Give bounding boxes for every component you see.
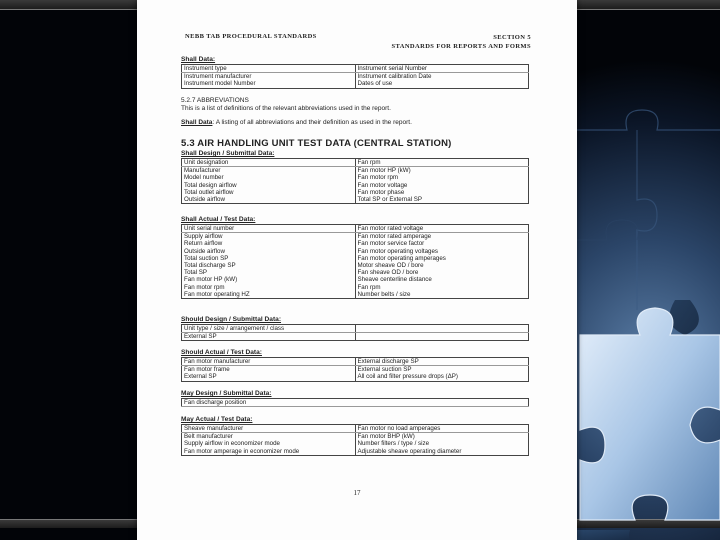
table-cell: External SP	[182, 373, 356, 381]
table-cell: Instrument calibration Date	[355, 73, 529, 81]
section-heading: Shall Actual / Test Data:	[181, 216, 256, 223]
section-number: SECTION 5	[493, 34, 531, 41]
table-cell: External SP	[182, 333, 356, 341]
table-row	[182, 425, 529, 433]
table-row	[182, 196, 529, 204]
may-actual-table	[181, 424, 529, 456]
table-row	[182, 366, 529, 374]
table-row	[182, 373, 529, 381]
section-heading: Shall Design / Submittal Data:	[181, 150, 275, 157]
table-cell: Fan motor phase	[355, 189, 529, 196]
table-cell: Instrument serial Number	[355, 65, 529, 73]
section-heading: Should Actual / Test Data:	[181, 349, 262, 356]
table-cell: Fan discharge position	[182, 399, 529, 407]
table-cell: Total outlet airflow	[182, 189, 356, 196]
table-row	[182, 225, 529, 233]
table-cell: Instrument type	[182, 65, 356, 73]
table-cell: Fan rpm	[355, 284, 529, 291]
table-cell: Total discharge SP	[182, 262, 356, 269]
table-row	[182, 159, 529, 167]
table-cell: External suction SP	[355, 366, 529, 374]
table-cell: Unit designation	[182, 159, 356, 167]
abbreviations-heading: 5.2.7 ABBREVIATIONS	[181, 97, 249, 104]
section-heading: Should Design / Submittal Data:	[181, 316, 282, 323]
section-heading: May Design / Submittal Data:	[181, 390, 272, 397]
table-row	[182, 269, 529, 276]
table-row	[182, 276, 529, 283]
table-row	[182, 440, 529, 447]
table-row	[182, 291, 529, 299]
table-cell: External discharge SP	[355, 358, 529, 366]
ahu-heading: 5.3 AIR HANDLING UNIT TEST DATA (CENTRAL STATION)	[181, 138, 452, 149]
table-cell: Fan sheave OD / bore	[355, 269, 529, 276]
may-design-table	[181, 398, 529, 407]
table-cell: Model number	[182, 174, 356, 181]
table-row	[182, 189, 529, 196]
table-cell: Fan motor BHP (kW)	[355, 433, 529, 441]
may-actual-section	[181, 416, 531, 456]
table-row	[182, 358, 529, 366]
table-cell: Fan motor rpm	[355, 174, 529, 181]
document-header-left: NEBB TAB PROCEDURAL STANDARDS	[185, 33, 317, 40]
table-cell: Fan motor service factor	[355, 240, 529, 247]
table-cell: Total suction SP	[182, 255, 356, 262]
document-page	[137, 0, 577, 540]
table-cell: Unit serial number	[182, 225, 356, 233]
table-cell: Fan motor voltage	[355, 182, 529, 189]
table-cell: Sheave centerline distance	[355, 276, 529, 283]
puzzle-background-icon	[577, 10, 720, 310]
table-cell	[355, 333, 529, 341]
shall-actual-table	[181, 224, 529, 299]
table-row	[182, 182, 529, 189]
table-row	[182, 248, 529, 255]
table-row	[182, 240, 529, 247]
shall-data-text: : A listing of all abbreviations and their definition as used in the report.	[212, 119, 412, 126]
page-number: 17	[353, 489, 361, 497]
table-cell: Return airflow	[182, 240, 356, 247]
table-row	[182, 433, 529, 441]
table-cell: Supply airflow	[182, 233, 356, 241]
table-cell: Manufacturer	[182, 167, 356, 175]
table-cell: Outside airflow	[182, 196, 356, 204]
abbreviations-section	[181, 97, 531, 127]
table-row	[182, 262, 529, 269]
table-cell: Fan motor operating HZ	[182, 291, 356, 299]
table-cell: Total SP	[182, 269, 356, 276]
table-cell: Total design airflow	[182, 182, 356, 189]
should-actual-section	[181, 349, 531, 382]
table-cell: Instrument manufacturer	[182, 73, 356, 81]
abbreviations-text: This is a list of definitions of the relevant abbreviations used in the report.	[181, 105, 391, 112]
table-row	[182, 284, 529, 291]
table-cell: Outside airflow	[182, 248, 356, 255]
table-row	[182, 448, 529, 456]
table-cell	[355, 325, 529, 333]
shall-actual-section	[181, 216, 531, 299]
table-cell: Fan motor HP (kW)	[182, 276, 356, 283]
table-row	[182, 73, 529, 81]
shall-data-section	[181, 56, 531, 89]
table-row	[182, 325, 529, 333]
table-cell: Adjustable sheave operating diameter	[355, 448, 529, 456]
table-row	[182, 65, 529, 73]
table-row	[182, 174, 529, 181]
table-row	[182, 233, 529, 241]
table-cell: Fan motor manufacturer	[182, 358, 356, 366]
table-cell: Fan motor operating amperages	[355, 255, 529, 262]
table-cell: Number filters / type / size	[355, 440, 529, 447]
should-design-table	[181, 324, 529, 341]
section-heading: Shall Data:	[181, 56, 216, 63]
table-cell: Number belts / size	[355, 291, 529, 299]
table-cell: Motor sheave OD / bore	[355, 262, 529, 269]
table-cell: Fan motor rated voltage	[355, 225, 529, 233]
table-cell: Supply airflow in economizer mode	[182, 440, 356, 447]
section-title: STANDARDS FOR REPORTS AND FORMS	[391, 43, 531, 50]
table-cell: Fan motor no load amperages	[355, 425, 529, 433]
table-row	[182, 333, 529, 341]
table-cell: Unit type / size / arrangement / class	[182, 325, 356, 333]
should-actual-table	[181, 357, 529, 382]
abbreviations-shall-line	[181, 119, 531, 127]
table-row	[182, 255, 529, 262]
puzzle-piece-icon	[570, 300, 720, 540]
table-row	[182, 399, 529, 407]
table-cell: Fan motor operating voltages	[355, 248, 529, 255]
shall-design-section	[181, 150, 531, 204]
table-cell: Fan rpm	[355, 159, 529, 167]
table-cell: All coil and filter pressure drops (ΔP)	[355, 373, 529, 381]
shall-data-table	[181, 64, 529, 89]
table-cell: Fan motor frame	[182, 366, 356, 374]
table-cell: Fan motor amperage in economizer mode	[182, 448, 356, 456]
section-heading: May Actual / Test Data:	[181, 416, 253, 423]
document-header-right	[391, 33, 531, 51]
shall-design-table	[181, 158, 529, 204]
should-design-section	[181, 316, 531, 341]
table-cell: Dates of use	[355, 80, 529, 88]
table-cell: Total SP or External SP	[355, 196, 529, 204]
table-cell: Instrument model Number	[182, 80, 356, 88]
ahu-section-title	[181, 138, 531, 149]
table-row	[182, 167, 529, 175]
table-cell: Belt manufacturer	[182, 433, 356, 441]
table-cell: Fan motor rated amperage	[355, 233, 529, 241]
table-cell: Fan motor HP (kW)	[355, 167, 529, 175]
table-cell: Fan motor rpm	[182, 284, 356, 291]
shall-data-label: Shall Data	[181, 119, 213, 126]
may-design-section	[181, 390, 531, 407]
table-cell: Sheave manufacturer	[182, 425, 356, 433]
table-row	[182, 80, 529, 88]
